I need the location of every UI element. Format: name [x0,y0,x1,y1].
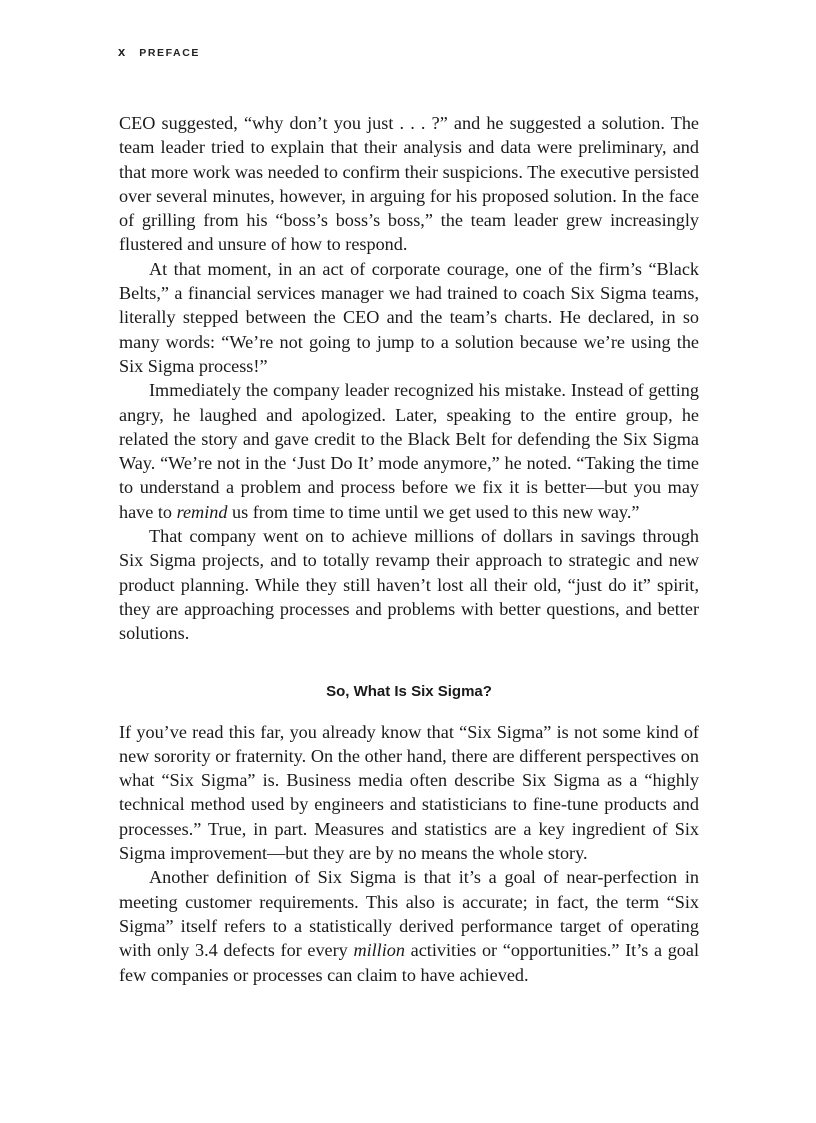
paragraph-5: If you’ve read this far, you already know that “Six Sigma” is not some kind of new sorority or fraternity. On the other hand, there are different perspectives on what “Six Sigma” is. Business media often describe Six Sigma as a “highly technical method used by engineers and statisticians to fine-tune products and processes.” True, in part. Measures and statistics are a key ingredient of Six Sigma improvement—but they are by no means the whole story. [119,721,699,864]
page-number: x [118,44,126,59]
paragraph-3 [119,378,699,524]
paragraph-6-start: Another definition of Six Sigma is that it’s a goal of near-perfection in meeting customer requirements. This also is accurate; in fact, the term “Six Sigma” itself refers to a statistically derived performance target of operating with only 3.4 defects for every [119,867,699,961]
paragraph-2: At that moment, in an act of corporate courage, one of the firm’s “Black Belts,” a financial services manager we had trained to coach Six Sigma teams, literally stepped between the CEO and the team’s charts. He declared, in so many words: “We’re not going to jump to a solution because we’re using the Six Sigma process!” [119,258,699,376]
body-text [119,111,699,987]
paragraph-3-end: us from time to time until we get used to this new way.” [231,501,640,522]
paragraph-4: That company went on to achieve millions of dollars in savings through Six Sigma projects, and to totally revamp their approach to strategic and new product planning. While they still haven’t lost all their old, “just do it” spirit, they are approaching processes and problems with better questions, and better solutions. [119,526,699,644]
paragraph-6-end: activities or “opportunities.” It’s a goal few companies or processes can claim to have achieved. [119,940,700,985]
running-title: PREFACE [139,47,201,59]
section-heading: So, What Is Six Sigma? [326,682,492,700]
running-head [118,44,200,59]
emphasis-remind: remind [176,501,228,522]
paragraph-3-start: Immediately the company leader recognized his mistake. Instead of getting angry, he laughed and apologized. Later, speaking to the entire group, he related the story and gave credit to the Black Belt for defending the Six Sigma Way. “We’re not in the ‘Just Do It’ mode anymore,” he noted. “Taking the time to understand a problem and process before we fix it is better—but you may have to [119,380,699,522]
paragraph-6 [119,865,699,986]
emphasis-million: million [353,940,405,961]
paragraph-1: CEO suggested, “why don’t you just . . . ?” and he suggested a solution. The team leader tried to explain that their analysis and data were preliminary, and that more work was needed to confirm their suspicions. The executive persisted over several minutes, however, in arguing for his proposed solution. In the face of grilling from his “boss’s boss’s boss,” the team leader grew increasingly flustered and unsure of how to respond. [119,113,699,255]
